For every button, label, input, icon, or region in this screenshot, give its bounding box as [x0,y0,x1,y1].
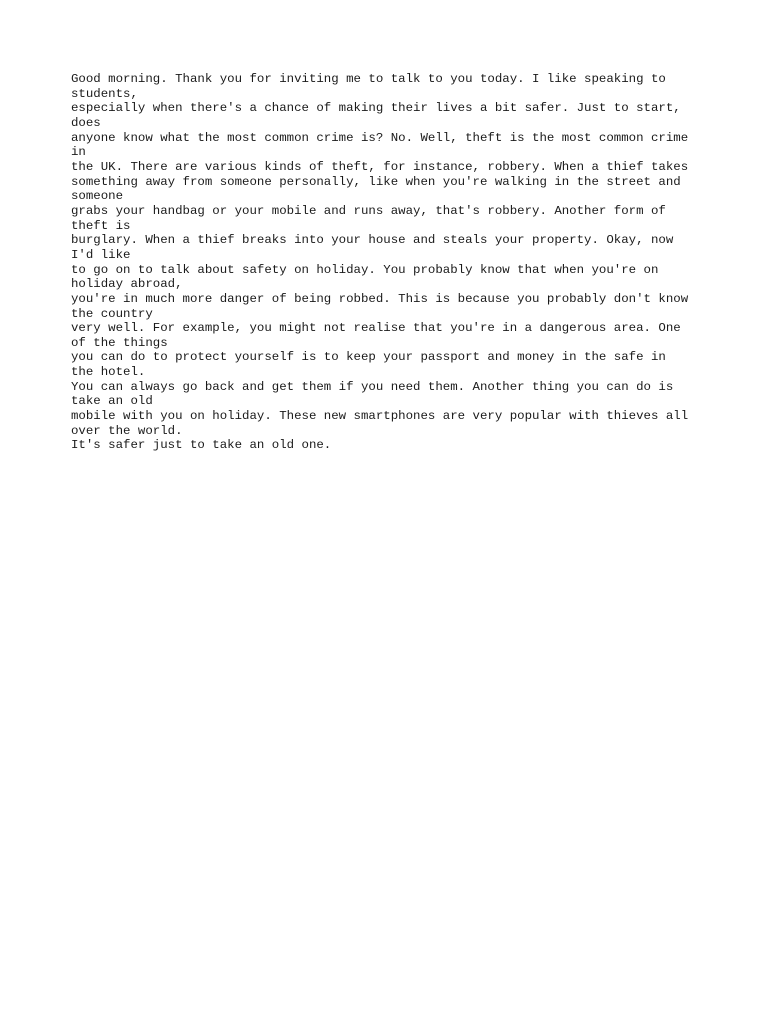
text-line-9: someone [71,189,124,204]
text-line-21: the hotel. [71,365,146,380]
text-line-17: the country [71,306,153,321]
text-line-20: you can do to protect yourself is to keep your passport and money in the safe in [71,350,666,365]
text-line-23: take an old [71,394,153,409]
text-line-11: theft is [71,218,131,233]
text-line-10: grabs your handbag or your mobile and runs away, that's robbery. Another form of [71,203,666,218]
text-line-22: You can always go back and get them if you need them. Another thing you can do is [71,379,674,394]
text-line-8: something away from someone personally, like when you're walking in the street and [71,174,681,189]
text-line-6: in [71,145,86,160]
text-line-14: to go on to talk about safety on holiday. You probably know that when you're on [71,262,659,277]
text-line-7: the UK. There are various kinds of theft, for instance, robbery. When a thief takes [71,159,689,174]
text-line-15: holiday abroad, [71,277,183,292]
text-line-18: very well. For example, you might not realise that you're in a dangerous area. One [71,321,681,336]
text-line-13: I'd like [71,247,131,262]
text-line-2: students, [71,86,138,101]
text-line-12: burglary. When a thief breaks into your house and steals your property. Okay, now [71,233,674,248]
text-line-1: Good morning. Thank you for inviting me to talk to you today. I like speaking to [71,72,666,86]
text-line-24: mobile with you on holiday. These new smartphones are very popular with thieves all [71,409,689,424]
text-line-25: over the world. [71,423,183,438]
text-line-16: you're in much more danger of being robbed. This is because you probably don't know [71,291,689,306]
text-line-5: anyone know what the most common crime is? No. Well, theft is the most common crime [71,130,689,145]
text-line-3: especially when there's a chance of making their lives a bit safer. Just to start, [71,101,681,116]
text-line-26: It's safer just to take an old one. [71,438,332,453]
transcript-text [71,72,711,453]
text-line-4: does [71,115,101,130]
text-line-19: of the things [71,335,168,350]
